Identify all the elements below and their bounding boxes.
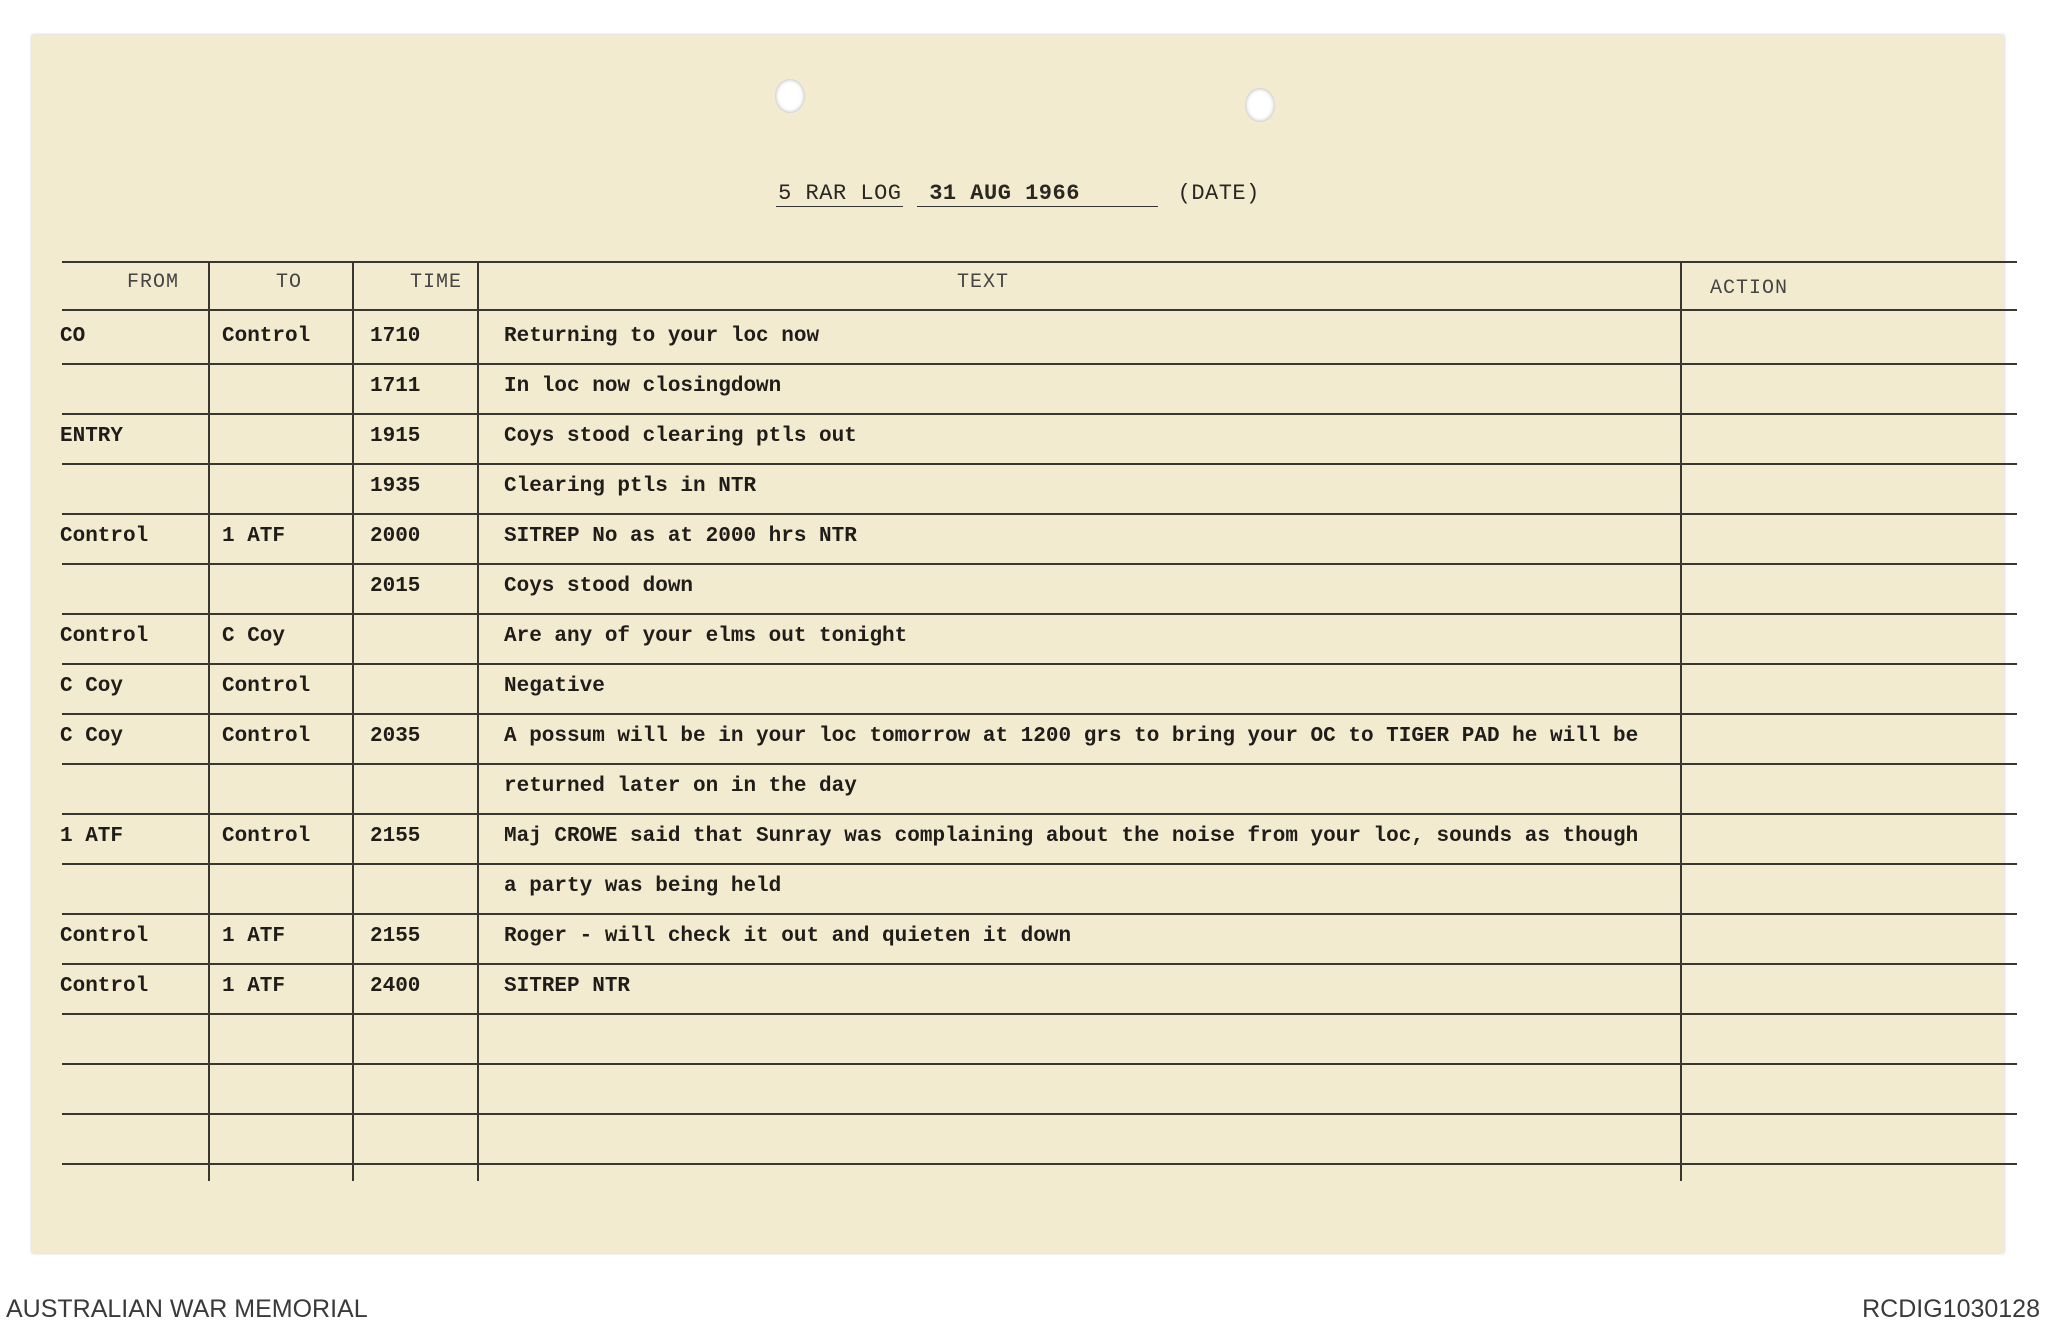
cell-from: Control xyxy=(60,925,149,948)
table-row xyxy=(32,525,2004,575)
table-row xyxy=(32,775,2004,825)
row-rule xyxy=(62,613,2017,615)
table-row xyxy=(32,975,2004,1025)
table-row xyxy=(32,475,2004,525)
column-header-action: ACTION xyxy=(1710,277,1789,300)
cell-to: Control xyxy=(222,325,311,348)
cell-to: Control xyxy=(222,725,311,748)
cell-time: 2155 xyxy=(370,925,421,948)
blank-row-rule xyxy=(62,1113,2017,1115)
cell-from: 1 ATF xyxy=(60,825,124,848)
cell-text: SITREP NTR xyxy=(504,975,631,998)
cell-to: Control xyxy=(222,675,311,698)
cell-time: 2015 xyxy=(370,575,421,598)
row-rule xyxy=(62,713,2017,715)
cell-to: 1 ATF xyxy=(222,925,286,948)
row-rule xyxy=(62,763,2017,765)
cell-text: Are any of your elms out tonight xyxy=(504,625,908,648)
row-rule xyxy=(62,363,2017,365)
row-rule xyxy=(62,513,2017,515)
row-rule xyxy=(62,413,2017,415)
log-sheet xyxy=(32,35,2004,1253)
cell-text: Clearing ptls in NTR xyxy=(504,475,757,498)
row-rule xyxy=(62,813,2017,815)
log-date: 31 AUG 1966 xyxy=(917,181,1158,207)
footer-catalogue-id: RCDIG1030128 xyxy=(1862,1295,2040,1323)
cell-time: 1915 xyxy=(370,425,421,448)
row-rule xyxy=(62,863,2017,865)
column-header-time: TIME xyxy=(410,271,463,294)
table-row xyxy=(32,625,2004,675)
cell-text: A possum will be in your loc tomorrow at 1200 grs to bring your OC to TIGER PAD he will be xyxy=(504,725,1639,748)
cell-time: 1710 xyxy=(370,325,421,348)
cell-from: Control xyxy=(60,975,149,998)
cell-text: Coys stood down xyxy=(504,575,694,598)
cell-time: 2155 xyxy=(370,825,421,848)
cell-time: 2035 xyxy=(370,725,421,748)
table-row xyxy=(32,375,2004,425)
cell-text: Maj CROWE said that Sunray was complaining about the noise from your loc, sounds as though xyxy=(504,825,1639,848)
blank-row-rule xyxy=(62,1063,2017,1065)
table-row xyxy=(32,325,2004,375)
punch-hole xyxy=(1245,88,1275,122)
cell-to: 1 ATF xyxy=(222,525,286,548)
column-header-from: FROM xyxy=(127,271,180,294)
table-row xyxy=(32,425,2004,475)
row-rule xyxy=(62,1013,2017,1015)
table-row xyxy=(32,675,2004,725)
cell-text: Coys stood clearing ptls out xyxy=(504,425,857,448)
cell-from: C Coy xyxy=(60,725,124,748)
cell-to: 1 ATF xyxy=(222,975,286,998)
column-header-to: TO xyxy=(276,271,303,294)
cell-from: Control xyxy=(60,625,149,648)
table-row xyxy=(32,825,2004,875)
table-row xyxy=(32,875,2004,925)
cell-to: C Coy xyxy=(222,625,286,648)
row-rule xyxy=(62,463,2017,465)
cell-text: Returning to your loc now xyxy=(504,325,820,348)
cell-text: SITREP No as at 2000 hrs NTR xyxy=(504,525,857,548)
row-rule xyxy=(62,963,2017,965)
date-label: (DATE) xyxy=(1177,181,1260,206)
cell-from: ENTRY xyxy=(60,425,124,448)
log-label: 5 RAR LOG xyxy=(778,181,902,206)
punch-hole xyxy=(775,79,805,113)
cell-text: a party was being held xyxy=(504,875,782,898)
cell-time: 1935 xyxy=(370,475,421,498)
cell-from: CO xyxy=(60,325,86,348)
column-header-text: TEXT xyxy=(957,271,1010,294)
table-row xyxy=(32,925,2004,975)
footer-institution: AUSTRALIAN WAR MEMORIAL xyxy=(6,1295,368,1323)
cell-text: Negative xyxy=(504,675,605,698)
cell-from: C Coy xyxy=(60,675,124,698)
cell-to: Control xyxy=(222,825,311,848)
cell-time: 1711 xyxy=(370,375,421,398)
table-row xyxy=(32,725,2004,775)
cell-time: 2000 xyxy=(370,525,421,548)
blank-row-rule xyxy=(62,1163,2017,1165)
header-bottom-rule xyxy=(62,309,2017,311)
row-rule xyxy=(62,913,2017,915)
row-rule xyxy=(62,563,2017,565)
row-rule xyxy=(62,663,2017,665)
cell-text: Roger - will check it out and quieten it down xyxy=(504,925,1072,948)
table-top-rule xyxy=(62,261,2017,263)
cell-text: In loc now closingdown xyxy=(504,375,782,398)
cell-time: 2400 xyxy=(370,975,421,998)
log-title xyxy=(32,181,2004,206)
table-row xyxy=(32,575,2004,625)
cell-text: returned later on in the day xyxy=(504,775,857,798)
cell-from: Control xyxy=(60,525,149,548)
